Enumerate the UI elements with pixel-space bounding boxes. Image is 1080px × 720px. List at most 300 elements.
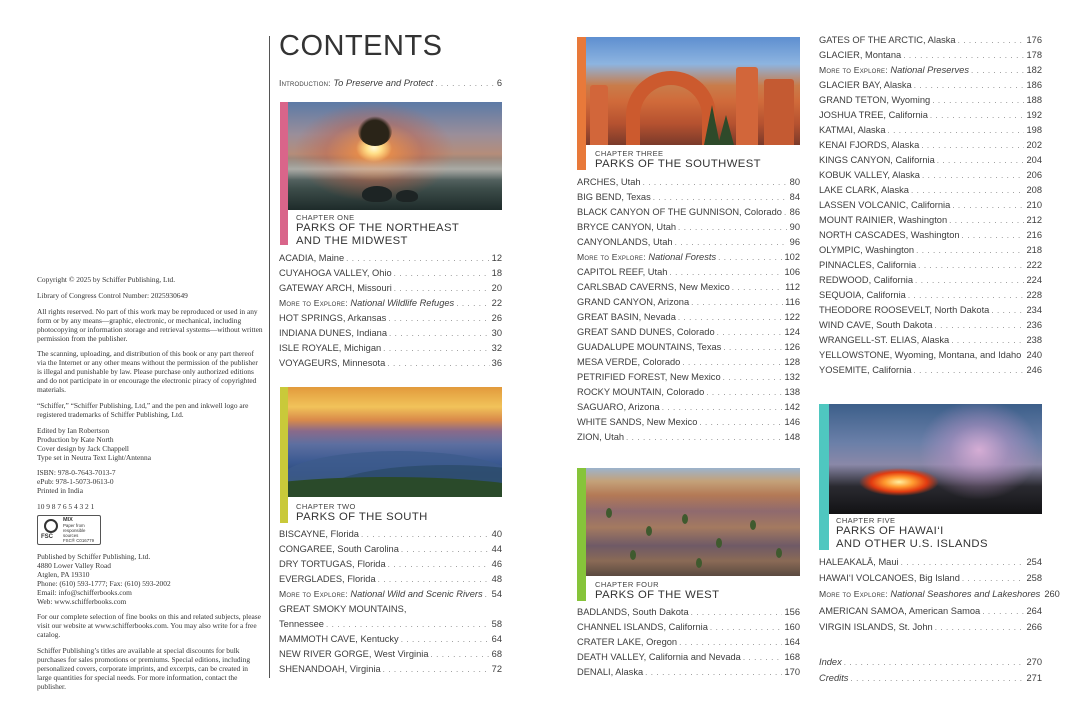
page-number: 48 <box>491 574 502 584</box>
entry-label <box>577 206 782 218</box>
page-number: 44 <box>491 544 502 554</box>
leader-dots <box>991 305 1024 317</box>
toc-entry-park[interactable] <box>577 621 800 634</box>
page-number: 206 <box>1026 170 1042 180</box>
page-number: 258 <box>1026 573 1042 584</box>
leader-dots <box>911 185 1025 197</box>
park-state: Arizona <box>628 402 660 412</box>
more-to-explore-title: National Forests <box>648 252 717 262</box>
leader-dots <box>387 358 489 370</box>
leader-dots <box>932 95 1024 107</box>
chapter-five-title: PARKS OF HAWAI‘I AND OTHER U.S. ISLANDS <box>836 525 988 550</box>
entry-label <box>279 618 324 630</box>
park-name: DEATH VALLEY, <box>577 652 647 662</box>
park-state: West Virginia <box>374 649 429 659</box>
leader-dots <box>914 365 1025 377</box>
toc-entry-park[interactable] <box>577 176 800 189</box>
toc-entry-park[interactable] <box>819 79 1042 92</box>
toc-entry-park[interactable] <box>279 633 502 646</box>
page-number: 156 <box>784 607 800 617</box>
page-number: 18 <box>491 268 502 278</box>
toc-entry-park[interactable] <box>279 648 502 661</box>
fsc-text: Paper from <box>62 522 85 528</box>
page-number: 64 <box>491 634 502 644</box>
entry-label <box>577 401 660 413</box>
toc-entry-park[interactable] <box>279 252 502 265</box>
leader-dots <box>456 298 489 310</box>
toc-entry-park[interactable] <box>279 528 502 541</box>
page-number: 102 <box>784 252 800 262</box>
lccn-line: Library of Congress Control Number: 2025930649 <box>37 290 188 300</box>
leader-dots <box>908 290 1025 302</box>
toc-entry-park[interactable] <box>577 606 800 619</box>
toc-entry-park[interactable] <box>819 572 1042 585</box>
leader-dots <box>653 192 788 204</box>
toc-entry-park[interactable] <box>819 199 1042 212</box>
leader-dots <box>971 65 1025 77</box>
page-number: 224 <box>1026 275 1042 285</box>
park-name: YOSEMITE, <box>819 365 870 375</box>
page-number: 164 <box>784 637 800 647</box>
credit-line: Edited by Ian Robertson <box>37 425 110 435</box>
toc-entry-park[interactable] <box>279 357 502 370</box>
leader-dots <box>675 237 788 249</box>
park-state: Wyoming <box>891 95 931 105</box>
park-state: Alaska <box>883 80 912 90</box>
park-name: VIRGIN ISLANDS, <box>819 621 896 632</box>
entry-label <box>279 252 344 264</box>
page-number: 96 <box>789 237 800 247</box>
park-name: GUADALUPE MOUNTAINS, <box>577 342 695 352</box>
toc-entry-backmatter[interactable] <box>819 672 1042 685</box>
park-name: MOUNT RAINIER, <box>819 215 896 225</box>
toc-entry-park[interactable] <box>577 356 800 369</box>
park-name: ZION, <box>577 432 602 442</box>
park-state: Virginia <box>349 664 381 674</box>
page-number: 36 <box>491 358 502 368</box>
fsc-code: FSC® C016779 <box>62 537 95 543</box>
leader-dots <box>732 282 783 294</box>
toc-entry-park[interactable] <box>819 184 1042 197</box>
page-number: 116 <box>785 297 800 307</box>
chapter-four-title: PARKS OF THE WEST <box>595 589 720 601</box>
leader-dots <box>706 387 782 399</box>
park-state: American Samoa <box>908 605 981 616</box>
toc-entry-more-to-explore[interactable] <box>819 64 1042 77</box>
toc-entry-park[interactable] <box>577 311 800 324</box>
backmatter-title: Index <box>819 657 842 667</box>
more-to-explore-prefix: More to Explore: <box>577 252 646 262</box>
special-paragraph: Schiffer Publishing’s titles are available at special discounts for bulk purchases for sales promotions or premiums. Special editions, including personalized covers, corporate imprints, and excerpts, can be created in large quantities for special needs. For more information, contact the publisher. <box>37 646 251 691</box>
toc-entry-park[interactable] <box>819 259 1042 272</box>
leader-dots <box>378 574 490 586</box>
park-name: WIND CAVE, <box>819 320 874 330</box>
page-number: 40 <box>491 529 502 539</box>
toc-entry-park[interactable] <box>819 556 1042 569</box>
park-name: REDWOOD, <box>819 275 872 285</box>
toc-entry-park[interactable] <box>279 618 502 631</box>
park-state: Michigan <box>343 343 382 353</box>
chapter-three-photo <box>586 37 800 145</box>
park-state: North Dakota <box>934 305 990 315</box>
chapter-three-title: PARKS OF THE SOUTHWEST <box>595 158 761 170</box>
park-state: Texas <box>626 192 651 202</box>
fsc-tree-icon <box>41 518 60 542</box>
park-state: Oregon <box>646 637 678 647</box>
page-number: 26 <box>491 313 502 323</box>
page-number: 236 <box>1026 320 1042 330</box>
leader-dots <box>678 222 788 234</box>
toc-entry-park[interactable] <box>819 304 1042 317</box>
page-number: 208 <box>1026 185 1042 195</box>
toc-entry-park[interactable] <box>577 326 800 339</box>
leader-dots <box>951 335 1024 347</box>
park-name: DRY TORTUGAS, <box>279 559 355 569</box>
park-state: Washington <box>898 215 948 225</box>
park-name: BLACK CANYON OF THE GUNNISON, <box>577 207 742 217</box>
park-state: Colorado <box>744 207 782 217</box>
toc-entry-backmatter[interactable] <box>819 656 1042 669</box>
leader-dots <box>952 200 1024 212</box>
page-number: 138 <box>784 387 800 397</box>
park-name: NEW RIVER GORGE, <box>279 649 372 659</box>
address-line: Email: info@schifferbooks.com <box>37 587 132 597</box>
page-number: 126 <box>784 342 800 352</box>
park-state: Florida <box>347 574 376 584</box>
address-line: 4880 Lower Valley Road <box>37 560 111 570</box>
toc-entry-park[interactable] <box>279 573 502 586</box>
toc-entry-park[interactable] <box>577 296 800 309</box>
leader-dots <box>930 110 1025 122</box>
toc-entry-park[interactable] <box>577 431 800 444</box>
entry-label <box>819 124 886 136</box>
toc-entry-park[interactable] <box>819 139 1042 152</box>
park-name: CHANNEL ISLANDS, <box>577 622 667 632</box>
page-number: 142 <box>784 402 800 412</box>
park-name: CONGAREE, <box>279 544 335 554</box>
toc-entry-park[interactable] <box>279 543 502 556</box>
toc-entry-park[interactable] <box>577 191 800 204</box>
credits-list <box>37 427 263 463</box>
park-name: BISCAYNE, <box>279 529 328 539</box>
park-state: California <box>888 110 928 120</box>
park-name: GRAND CANYON, <box>577 297 656 307</box>
park-name: SEQUOIA, <box>819 290 864 300</box>
leader-dots <box>431 649 490 661</box>
entry-label <box>577 311 676 323</box>
park-name: ACADIA, <box>279 253 317 263</box>
chapter-four-accent-bar <box>577 468 586 601</box>
piracy-paragraph: The scanning, uploading, and distribution of this book or any part thereof via the Internet or any other means without the permission of the publisher is illegal and punishable by law. Please purchase only authorized editions and do not participate in or encourage the electronic piracy of copyrighted materials. <box>37 349 258 395</box>
entry-label <box>819 79 912 91</box>
leader-dots <box>935 622 1025 634</box>
more-to-explore-prefix: More to Explore: <box>279 589 348 599</box>
park-name: HAWAI‘I VOLCANOES, <box>819 573 917 584</box>
leader-dots <box>682 357 782 369</box>
entry-label <box>819 588 1040 600</box>
toc-entry-park[interactable] <box>279 558 502 571</box>
toc-entry-park[interactable] <box>577 341 800 354</box>
park-name: GATEWAY ARCH, <box>279 283 355 293</box>
park-state: Utah <box>620 177 641 187</box>
toc-entry-park[interactable] <box>819 349 1042 362</box>
toc-entry-park[interactable] <box>819 319 1042 332</box>
toc-entry-park[interactable] <box>577 371 800 384</box>
toc-entry-park[interactable] <box>819 109 1042 122</box>
entry-label <box>819 94 930 106</box>
leader-dots <box>718 252 782 264</box>
isbn-line: Printed in India <box>37 486 83 496</box>
park-state: Arkansas <box>347 313 387 323</box>
page-number: 202 <box>1026 140 1042 150</box>
toc-entry-park[interactable] <box>279 342 502 355</box>
park-name: GLACIER, <box>819 50 863 60</box>
toc-entry-park[interactable] <box>279 603 502 615</box>
toc-entry-more-to-explore[interactable] <box>279 297 502 310</box>
leader-dots <box>394 283 490 295</box>
entry-label <box>577 416 697 428</box>
park-state: California <box>910 200 951 210</box>
leader-dots <box>922 170 1025 182</box>
page-number: 176 <box>1026 35 1042 45</box>
page-number: 270 <box>1026 657 1042 667</box>
entry-label <box>819 259 916 271</box>
park-state: Washington <box>865 245 915 255</box>
leader-dots <box>949 215 1024 227</box>
toc-entry-park[interactable] <box>577 236 800 249</box>
entry-label <box>577 191 651 203</box>
toc-entry-park[interactable] <box>819 605 1042 618</box>
chapter-two-title: PARKS OF THE SOUTH <box>296 511 428 523</box>
entry-label <box>279 312 386 324</box>
toc-entry-park[interactable] <box>577 401 800 414</box>
intro-title: To Preserve and Protect <box>333 78 434 88</box>
entry-label <box>577 266 667 278</box>
tree-silhouette <box>358 116 392 146</box>
park-name: DENALI, <box>577 667 614 677</box>
park-name: INDIANA DUNES, <box>279 328 354 338</box>
leader-dots <box>361 529 490 541</box>
entry-label <box>279 297 454 309</box>
entry-label <box>819 199 950 211</box>
chapter-four-label: CHAPTER FOUR <box>595 580 659 589</box>
park-state: Washington <box>910 230 960 240</box>
page-number: 20 <box>491 283 502 293</box>
park-name: LAKE CLARK, <box>819 185 879 195</box>
page-number: 128 <box>784 357 800 367</box>
backmatter-title: Credits <box>819 673 849 683</box>
toc-entry-park[interactable] <box>577 221 800 234</box>
entry-label <box>819 184 909 196</box>
park-name: MAMMOTH CAVE, <box>279 634 358 644</box>
park-state: Maine <box>318 253 345 263</box>
address-line: Published by Schiffer Publishing, Ltd. <box>37 552 151 562</box>
toc-entry-park[interactable] <box>279 312 502 325</box>
toc-entry-park[interactable] <box>577 281 800 294</box>
park-state: Texas <box>697 342 722 352</box>
entry-label <box>279 543 399 555</box>
leader-dots <box>723 372 783 384</box>
park-name: WRANGELL-ST. ELIAS, <box>819 335 920 345</box>
chapter-four-photo <box>586 468 800 576</box>
park-name: GRAND TETON, <box>819 95 889 105</box>
toc-entry-more-to-explore[interactable] <box>819 588 1060 601</box>
more-to-explore-prefix: More to Explore: <box>819 65 888 75</box>
leader-dots <box>394 268 490 280</box>
page-number: 90 <box>789 222 800 232</box>
park-state: California <box>866 290 906 300</box>
park-name: KATMAI, <box>819 125 856 135</box>
leader-dots <box>388 313 489 325</box>
entry-label <box>819 319 933 331</box>
address-line: Web: www.schifferbooks.com <box>37 596 127 606</box>
leader-dots <box>626 432 782 444</box>
page-number: 112 <box>785 282 800 292</box>
more-to-explore-title: National Wild and Scenic Rivers <box>350 589 483 599</box>
page-number: 132 <box>784 372 800 382</box>
leader-dots <box>717 327 783 339</box>
park-state: Florida <box>330 529 359 539</box>
contents-title: CONTENTS <box>279 30 443 62</box>
entry-label <box>819 169 920 181</box>
leader-dots <box>962 573 1025 585</box>
toc-entry-park[interactable] <box>279 282 502 295</box>
leader-dots <box>916 245 1024 257</box>
park-name: AMERICAN SAMOA, <box>819 605 907 616</box>
entry-label <box>279 573 376 585</box>
toc-entry-park[interactable] <box>819 274 1042 287</box>
park-name: THEODORE ROOSEVELT, <box>819 305 932 315</box>
toc-entry-park[interactable] <box>577 206 800 219</box>
park-state: Utah <box>604 432 625 442</box>
page-number: 22 <box>491 298 502 308</box>
leader-dots <box>662 402 783 414</box>
leader-dots <box>844 657 1025 669</box>
credit-line: Type set in Neutra Text Light/Antenna <box>37 452 151 462</box>
catalog-paragraph: For our complete selection of fine books on this and related subjects, please visit our website at www.schifferbooks.com. You may also write for a free catalog. <box>37 612 261 640</box>
toc-entry-park[interactable] <box>819 244 1042 257</box>
park-state: Utah <box>652 237 673 247</box>
toc-entry-park[interactable] <box>819 229 1042 242</box>
leader-dots <box>937 155 1025 167</box>
toc-entry-park[interactable] <box>819 289 1042 302</box>
trademark-paragraph: “Schiffer,” “Schiffer Publishing, Ltd,” and the pen and inkwell logo are registered trademarks of Schiffer Publishing, Ltd. <box>37 400 249 419</box>
page-number: 216 <box>1026 230 1042 240</box>
isbn-list <box>37 469 263 496</box>
chapter-one-photo <box>288 102 502 210</box>
page-number: 178 <box>1026 50 1042 60</box>
page-number: 146 <box>784 417 800 427</box>
toc-entry-park[interactable] <box>819 124 1042 137</box>
toc-entry-park[interactable] <box>279 663 502 676</box>
toc-entry-park[interactable] <box>577 266 800 279</box>
park-state: Wyoming, Montana, and Idaho <box>894 350 1022 360</box>
toc-entry-park[interactable] <box>577 651 800 664</box>
park-name: HOT SPRINGS, <box>279 313 346 323</box>
park-state: New Mexico <box>670 372 721 382</box>
leader-dots <box>691 297 783 309</box>
leader-dots <box>389 328 490 340</box>
page-number: 122 <box>784 312 800 322</box>
park-name: PETRIFIED FOREST, <box>577 372 668 382</box>
toc-entry-park[interactable] <box>819 169 1042 182</box>
address-line: Atglen, PA 19310 <box>37 569 90 579</box>
entry-label <box>819 334 949 346</box>
toc-entry-park[interactable] <box>577 636 800 649</box>
park-state: California <box>668 622 708 632</box>
park-name: BIG BEND, <box>577 192 625 202</box>
page-number: 240 <box>1026 350 1042 360</box>
entry-label <box>819 572 960 584</box>
entry-label <box>819 274 913 286</box>
entry-label <box>577 281 730 293</box>
toc-entry-park[interactable] <box>279 267 502 280</box>
more-to-explore-prefix: More to Explore: <box>279 298 348 308</box>
toc-entry-more-to-explore[interactable] <box>577 251 800 264</box>
leader-dots <box>643 177 788 189</box>
entry-label <box>577 606 689 618</box>
more-to-explore-title: National Wildlife Refuges <box>350 298 455 308</box>
toc-entry-park[interactable] <box>577 666 800 679</box>
leader-dots <box>1023 350 1024 362</box>
entry-label <box>279 648 429 660</box>
toc-entry-park[interactable] <box>577 416 800 429</box>
page-number: 84 <box>789 192 800 202</box>
leader-dots <box>888 125 1025 137</box>
toc-entry-park[interactable] <box>819 34 1042 47</box>
toc-entry-park[interactable] <box>819 94 1042 107</box>
leader-dots <box>743 652 783 664</box>
toc-entry-introduction[interactable] <box>279 77 502 90</box>
toc-entry-park[interactable] <box>819 621 1042 634</box>
page-number: 68 <box>491 649 502 659</box>
toc-entry-more-to-explore[interactable] <box>279 588 502 601</box>
entry-label <box>279 558 386 570</box>
page-number: 228 <box>1026 290 1042 300</box>
entry-label <box>577 386 704 398</box>
leader-dots <box>958 35 1025 47</box>
toc-entry-park[interactable] <box>819 49 1042 62</box>
toc-entry-park[interactable] <box>819 364 1042 377</box>
leader-dots <box>962 230 1025 242</box>
toc-entry-park[interactable] <box>819 214 1042 227</box>
park-name: EVERGLADES, <box>279 574 345 584</box>
leader-dots <box>645 667 782 679</box>
entry-label <box>577 371 721 383</box>
page-number: 160 <box>784 622 800 632</box>
entry-label <box>577 341 721 353</box>
leader-dots <box>850 673 1024 685</box>
toc-entry-park[interactable] <box>577 386 800 399</box>
toc-entry-park[interactable] <box>279 327 502 340</box>
toc-entry-park[interactable] <box>819 154 1042 167</box>
entry-label <box>819 49 901 61</box>
entry-label <box>577 431 624 443</box>
toc-entry-park[interactable] <box>819 334 1042 347</box>
park-state: St. John <box>898 621 933 632</box>
page-number: 271 <box>1026 673 1042 683</box>
park-name: SAGUARO, <box>577 402 627 412</box>
chapter-three-label: CHAPTER THREE <box>595 149 664 158</box>
park-name: CRATER LAKE, <box>577 637 644 647</box>
park-name: GATES OF THE ARCTIC, <box>819 35 926 45</box>
leader-dots <box>346 253 490 265</box>
leader-dots <box>935 320 1025 332</box>
entry-label <box>819 214 947 226</box>
entry-label <box>577 636 677 648</box>
park-state: Kentucky <box>360 634 399 644</box>
entry-label <box>819 289 906 301</box>
